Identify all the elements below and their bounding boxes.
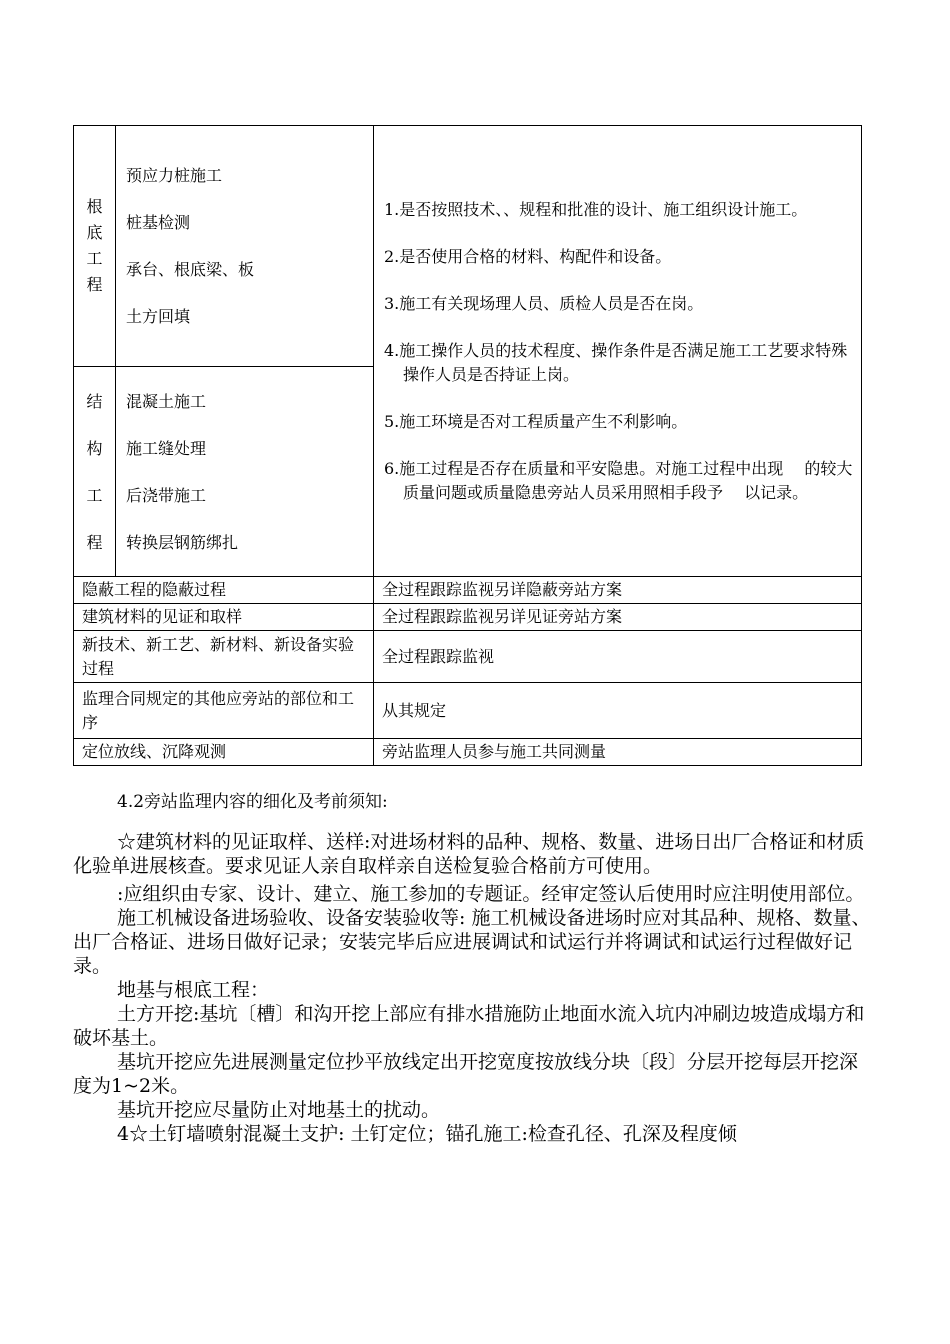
item: 施工缝处理 xyxy=(126,438,207,458)
paragraph: ☆建筑材料的见证取样、送样:对进场材料的品种、规格、数量、进场日出厂合格证和材质化验单进展核查。要求见证人亲自取样亲自送检复验合格前方可使用。 xyxy=(73,831,865,877)
item: 预应力桩施工 xyxy=(126,166,223,185)
item: 转换层钢筋绑扎 xyxy=(126,532,239,552)
body-text xyxy=(73,790,873,1146)
category-char: 结 xyxy=(86,391,103,411)
category-char: 程 xyxy=(86,532,103,552)
row-item: 新技术、新工艺、新材料、新设备实验过程 xyxy=(74,631,374,683)
category-char: 根 xyxy=(86,197,103,216)
paragraph: 基坑开挖应尽量防止对地基土的扰动。 xyxy=(117,1099,441,1121)
requirement: 5.施工环境是否对工程质量产生不利影响。 xyxy=(384,411,688,431)
table-row xyxy=(74,631,862,683)
requirement: 4.施工操作人员的技术程度、操作条件是否满足施工工艺要求特殊操作人员是否持证上岗。 xyxy=(384,340,848,384)
paragraph: :应组织由专家、设计、建立、施工参加的专题证。经审定签认后使用时应注明使用部位。 xyxy=(117,883,865,905)
table-row xyxy=(74,604,862,631)
item: 桩基检测 xyxy=(126,213,191,232)
row-item: 监理合同规定的其他应旁站的部位和工序 xyxy=(74,683,374,739)
row-method: 全过程跟踪监视另详隐蔽旁站方案 xyxy=(374,577,862,604)
paragraph: 施工机械设备进场验收、设备安装验收等: 施工机械设备进场时应对其品种、规格、数量、出厂合格证、进场日做好记录；安装完毕后应进展调试和试运行并将调试和试运行过程做好记录。 xyxy=(73,907,871,977)
requirement: 3.施工有关现场理人员、质检人员是否在岗。 xyxy=(384,293,704,313)
structure-items xyxy=(116,367,374,577)
table-row xyxy=(74,577,862,604)
row-item: 建筑材料的见证和取样 xyxy=(74,604,374,631)
item: 土方回填 xyxy=(126,307,191,326)
foundation-row xyxy=(74,126,862,367)
category-char: 构 xyxy=(86,438,103,458)
paragraph: 土方开挖:基坑〔槽〕和沟开挖上部应有排水措施防止地面水流入坑内冲刷边坡造成塌方和破坏基土。 xyxy=(73,1003,865,1049)
category-foundation xyxy=(74,126,116,367)
requirement: 2.是否使用合格的材料、构配件和设备。 xyxy=(384,246,672,266)
row-item: 隐蔽工程的隐蔽过程 xyxy=(74,577,374,604)
row-item: 定位放线、沉降观测 xyxy=(74,739,374,766)
item: 混凝土施工 xyxy=(126,391,207,411)
paragraph: 地基与根底工程： xyxy=(117,979,270,1001)
category-char: 工 xyxy=(86,485,103,505)
requirement: 6.施工过程是否存在质量和平安隐患。对施工过程中出现 的较大质量问题或质量隐患旁站人员采用照相手段予 以记录。 xyxy=(384,458,853,502)
item: 承台、根底梁、板 xyxy=(126,260,255,279)
table-row xyxy=(74,683,862,739)
category-char: 工 xyxy=(86,249,103,268)
supervision-table xyxy=(73,125,862,766)
row-method: 从其规定 xyxy=(374,683,862,739)
category-char: 程 xyxy=(86,275,103,294)
row-method: 旁站监理人员参与施工共同测量 xyxy=(374,739,862,766)
category-structure xyxy=(74,367,116,577)
requirements-cell xyxy=(374,126,862,577)
requirement: 1.是否按照技术、、规程和批准的设计、施工组织设计施工。 xyxy=(384,199,808,219)
row-method: 全过程跟踪监视 xyxy=(374,631,862,683)
category-char: 底 xyxy=(86,223,103,242)
item: 后浇带施工 xyxy=(126,485,207,505)
row-method: 全过程跟踪监视另详见证旁站方案 xyxy=(374,604,862,631)
paragraph: 基坑开挖应先进展测量定位抄平放线定出开挖宽度按放线分块〔段〕分层开挖每层开挖深度为1~2米。 xyxy=(73,1051,859,1097)
foundation-items xyxy=(116,126,374,367)
table-row xyxy=(74,739,862,766)
paragraph: 4☆土钉墙喷射混凝土支护: 土钉定位；锚孔施工:检查孔径、孔深及程度倾 xyxy=(117,1123,737,1145)
section-subheading: 4.2旁站监理内容的细化及考前须知: xyxy=(117,792,388,812)
